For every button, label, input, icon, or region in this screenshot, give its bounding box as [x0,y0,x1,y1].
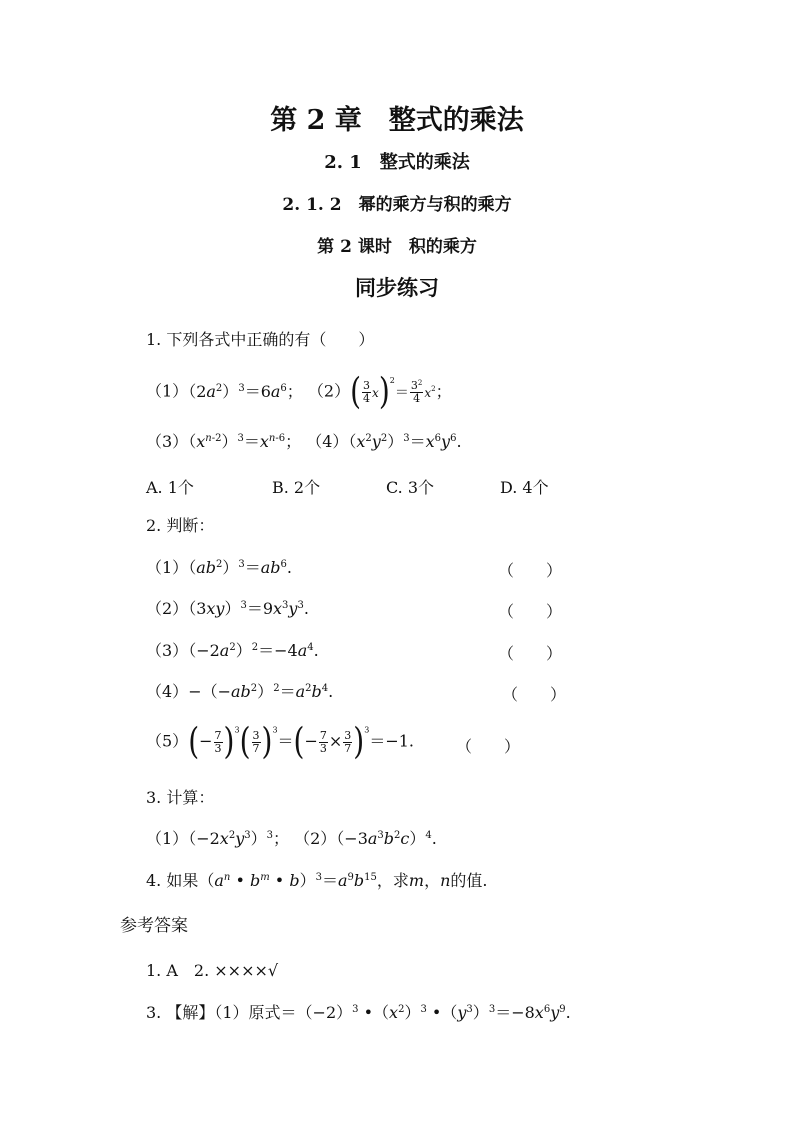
q1-item-3-expr: $(x^{n-2})^3=x^{n-6}$； [188,432,302,451]
q4-end: 的值. [450,871,488,890]
answers-title: 参考答案 [120,916,188,936]
q2-item-2: $(2)(3xy)^3=9x^3y^3$. [146,599,309,618]
q2-blank-5: （ ） [456,737,521,756]
q2-item-4: $(4)-(-ab^2)^2=a^2b^4$. [146,682,334,701]
q1-item-2-expr: ( $\frac{3}{4}$ x)$^2$＝ $\frac{3^2}{4}$ $x^2$； [350,369,452,413]
q2-stem: 2. 判断： [146,516,215,535]
q1-item-2-label: （2） [307,381,351,401]
q1-option-d: D. 4个 [500,478,549,497]
q4-stem: 4. 如果（$a^n$ • $b^m$ • $b)^3=a^9b^{15}$，求m，n的值. [146,871,488,890]
q4-suffix: ，求 [376,871,409,890]
subsection-title: 2. 1. 2 幂的乘方与积的乘方 [282,195,512,215]
answers-line-2: 3. 【解】（1）原式$=(-2)^3$ $•(x^2)^3$ $•(y^3)^3=-8x^6y^9$. [146,1003,571,1022]
q3-items: $(1)(-2x^2y^3)^3$； $(2)(-3a^3b^2c)^4$. [146,829,437,848]
q3-stem: 3. 计算： [146,788,215,807]
q1-row-2 [146,432,462,451]
practice-title: 同步练习 [355,275,439,300]
q1-option-b: B. 2个 [272,478,321,497]
q1-item-1-label: （1） [146,381,189,401]
q1-option-c: C. 3个 [386,478,435,497]
q2-blank-2: （ ） [498,602,563,621]
lesson-title: 第 2 课时 积的乘方 [317,237,477,257]
q1-row-1 [146,369,452,413]
q4-prefix: 4. 如果 [146,871,199,890]
q1-item-4-expr: $(x^2y^2)^3=x^6y^6$. [348,432,462,451]
q2-item-3-label: （3） [146,641,189,660]
q2-item-5: （5）(− $\frac{7}{3}$ )$^3$( $\frac{3}{7}$ )$^3$＝(− $\frac{7}{3}$ × $\frac{3}{7}$ )$^3$＝−1. [146,719,415,763]
q2-blank-1: （ ） [498,561,563,580]
q2-item-1: $(1)(ab^2)^3=ab^6$. [146,558,293,577]
q3-item-2-label: （2） [294,829,337,848]
answers-line-1: 1. A 2. ××××√ [146,961,279,980]
q1-item-3-label: （3） [146,432,189,451]
q2-item-4-label: （4） [146,682,189,701]
q2-item-1-label: （1） [146,558,189,577]
answers-line-2-prefix: 3. 【解】（1）原式＝ [146,1003,297,1022]
section-title: 2. 1 整式的乘法 [324,152,470,173]
q1-option-a: A. 1个 [146,478,194,497]
q2-item-2-label: （2） [146,599,189,618]
chapter-title: 第 2 章 整式的乘法 [270,105,524,136]
q2-item-5-label: （5） [146,731,189,751]
q1-item-4-label: （4） [306,432,349,451]
q3-item-1-label: （1） [146,829,189,848]
q1-item-1-expr: $(2a^2)^3=6a^6$； [188,381,303,401]
q2-blank-4: （ ） [502,685,567,704]
q2-blank-3: （ ） [498,644,563,663]
q2-item-3: $(3)(-2a^2)^2=-4a^4$. [146,641,319,660]
q1-stem: 1. 下列各式中正确的有（ ） [146,330,375,349]
